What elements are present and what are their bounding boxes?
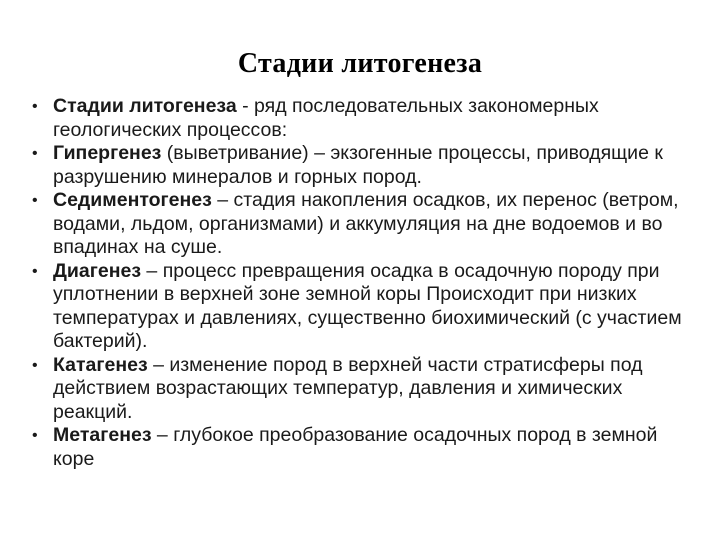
bullet-icon: • — [32, 356, 38, 374]
term-lithogenesis-stages: Стадии литогенеза — [53, 95, 237, 117]
bullet-list — [32, 95, 692, 471]
slide-title: Стадии литогенеза — [237, 48, 483, 79]
term-diagenesis: Диагенез — [53, 259, 142, 282]
term-sedimentogenesis: Седиментогенез — [53, 189, 212, 211]
bullet-icon: • — [32, 427, 38, 444]
bullet-item-sedimentogenesis — [32, 189, 692, 260]
bullet-item-catagenesis — [32, 354, 692, 425]
term-catagenesis: Катагенез — [53, 353, 148, 376]
definition-lithogenesis-stages: - ряд последовательных закономерных геологических процессов: — [53, 95, 599, 141]
definition-diagenesis: – процесс превращения осадка в осадочную породу при уплотнении в верхней зоне земной коры Происходит при низких температурах и давлениях, существенно биохимический (с участием бактерий). — [53, 259, 682, 352]
bullet-item-lithogenesis-stages — [32, 95, 692, 142]
bullet-icon: • — [32, 262, 38, 280]
definition-metagenesis: – глубокое преобразование осадочных пород в земной коре — [53, 424, 658, 470]
bullet-item-diagenesis — [32, 260, 692, 354]
bullet-icon: • — [32, 98, 38, 115]
bullet-item-metagenesis — [32, 424, 692, 471]
bullet-icon: • — [32, 192, 38, 209]
term-hypergenesis: Гипергенез — [53, 142, 162, 164]
bullet-icon: • — [32, 145, 38, 162]
term-metagenesis: Метагенез — [53, 424, 152, 446]
definition-catagenesis: – изменение пород в верхней части стратисферы под действием возрастающих температур, давления и химических реакций. — [53, 353, 643, 423]
definition-hypergenesis: (выветривание) – экзогенные процессы, приводящие к разрушению минералов и горных пород. — [53, 142, 663, 188]
definition-sedimentogenesis: – стадия накопления осадков, их перенос (ветром, водами, льдом, организмами) и аккумуляция на дне водоемов и во впадинах на суше. — [53, 189, 679, 258]
bullet-item-hypergenesis — [32, 142, 692, 189]
